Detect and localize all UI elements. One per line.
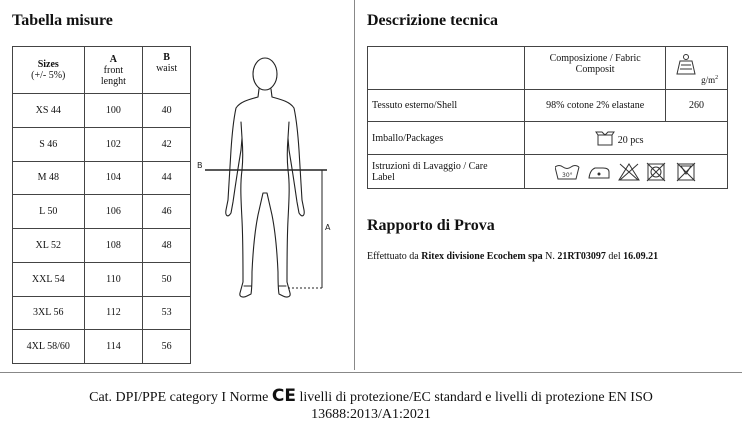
front-length-letter: A [109, 53, 117, 65]
front-length-cell: 106 [84, 195, 143, 229]
report-lab: Ritex divisione Ecochem spa [421, 251, 543, 262]
body-measurement-figure [195, 50, 345, 312]
composition-header [525, 47, 666, 90]
table-row [13, 296, 191, 330]
front-length-cell: 110 [84, 262, 143, 296]
size-table-title: Tabella misure [12, 12, 113, 29]
svg-text:30°: 30° [562, 171, 573, 179]
table-row [13, 330, 191, 364]
table-row [368, 155, 728, 189]
footer-line2: 13688:2013/A1:2021 [311, 407, 431, 422]
no-tumble-dry-icon [647, 163, 665, 181]
table-row [13, 161, 191, 195]
report-title: Rapporto di Prova [367, 217, 495, 234]
front-length-cell: 114 [84, 330, 143, 364]
care-symbols-strip [555, 162, 705, 182]
footer-text [0, 388, 742, 423]
composition-header-line1: Composizione / Fabric [549, 53, 641, 64]
weight-unit: $g/m^2$ [701, 75, 719, 85]
waist-cell: 50 [143, 262, 191, 296]
section-divider [354, 0, 355, 370]
box-icon [595, 130, 615, 146]
ce-mark: CE [271, 386, 296, 406]
wash-30-icon [555, 165, 579, 179]
shell-weight: 260 [666, 90, 728, 122]
no-dry-clean-icon [677, 163, 695, 181]
care-label-line2: Label [372, 171, 395, 183]
footer-part2: livelli di protezione/EC standard e livelli di protezione EN ISO [299, 390, 653, 405]
figure-head [253, 58, 277, 90]
size-header-tolerance: (+/- 5%) [31, 70, 66, 81]
waist-letter: B [163, 52, 170, 63]
waist-cell: 48 [143, 229, 191, 263]
waist-header [143, 47, 191, 94]
figure-body-outline [226, 89, 304, 297]
front-length-cell: 112 [84, 296, 143, 330]
size-cell: XS 44 [13, 94, 85, 128]
waist-cell: 53 [143, 296, 191, 330]
front-length-cell: 100 [84, 94, 143, 128]
size-cell: M 48 [13, 161, 85, 195]
report-date: 16.09.21 [623, 251, 659, 262]
packages-value: 20 pcs [617, 135, 644, 146]
size-table [12, 46, 191, 364]
table-row [368, 90, 728, 122]
weight-icon [675, 53, 697, 77]
size-cell: 4XL 58/60 [13, 330, 85, 364]
shell-label: Tessuto esterno/Shell [368, 90, 525, 122]
empty-header-cell [368, 47, 525, 90]
no-bleach-icon [619, 164, 639, 180]
tech-table [367, 46, 728, 189]
table-row [13, 262, 191, 296]
packages-label: Imballo/Packages [368, 122, 525, 155]
waist-cell: 40 [143, 94, 191, 128]
waist-label: waist [156, 63, 178, 74]
iron-icon [589, 168, 609, 178]
size-cell: XL 52 [13, 229, 85, 263]
tech-description-title: Descrizione tecnica [367, 12, 499, 29]
table-row [13, 195, 191, 229]
waist-cell: 46 [143, 195, 191, 229]
front-length-cell: 104 [84, 161, 143, 195]
size-cell: L 50 [13, 195, 85, 229]
weight-header [666, 47, 728, 90]
report-number: 21RT03097 [557, 251, 606, 262]
waist-measure-label: B [197, 161, 203, 170]
front-length-cell: 108 [84, 229, 143, 263]
table-row [13, 229, 191, 263]
table-row [368, 122, 728, 155]
size-header [13, 47, 85, 94]
care-label-line1: Istruzioni di Lavaggio / Care [372, 160, 488, 172]
report-line: Effettuato da Ritex divisione Ecochem spa N. 21RT03097 del 16.09.21 [367, 251, 659, 262]
packages-cell [525, 122, 728, 155]
composition-header-line2: Composit [575, 64, 615, 75]
front-length-cell: 102 [84, 127, 143, 161]
footer-part1: Cat. DPI/PPE category I Norme [89, 390, 269, 405]
shell-composition: 98% cotone 2% elastane [525, 90, 666, 122]
front-length-label-2: lenght [100, 75, 126, 87]
size-cell: XXL 54 [13, 262, 85, 296]
size-table-header [13, 47, 191, 94]
tech-table-header [368, 47, 728, 90]
front-length-measure-label: A [325, 223, 331, 232]
front-length-header [84, 47, 143, 94]
care-symbols [525, 155, 728, 189]
size-cell: S 46 [13, 127, 85, 161]
care-label [368, 155, 525, 189]
footer-divider [0, 372, 742, 373]
waist-cell: 42 [143, 127, 191, 161]
table-row [13, 127, 191, 161]
size-cell: 3XL 56 [13, 296, 85, 330]
waist-cell: 44 [143, 161, 191, 195]
table-row [13, 94, 191, 128]
waist-cell: 56 [143, 330, 191, 364]
size-header-label: Sizes [37, 59, 59, 70]
front-length-label-1: front [103, 64, 124, 76]
